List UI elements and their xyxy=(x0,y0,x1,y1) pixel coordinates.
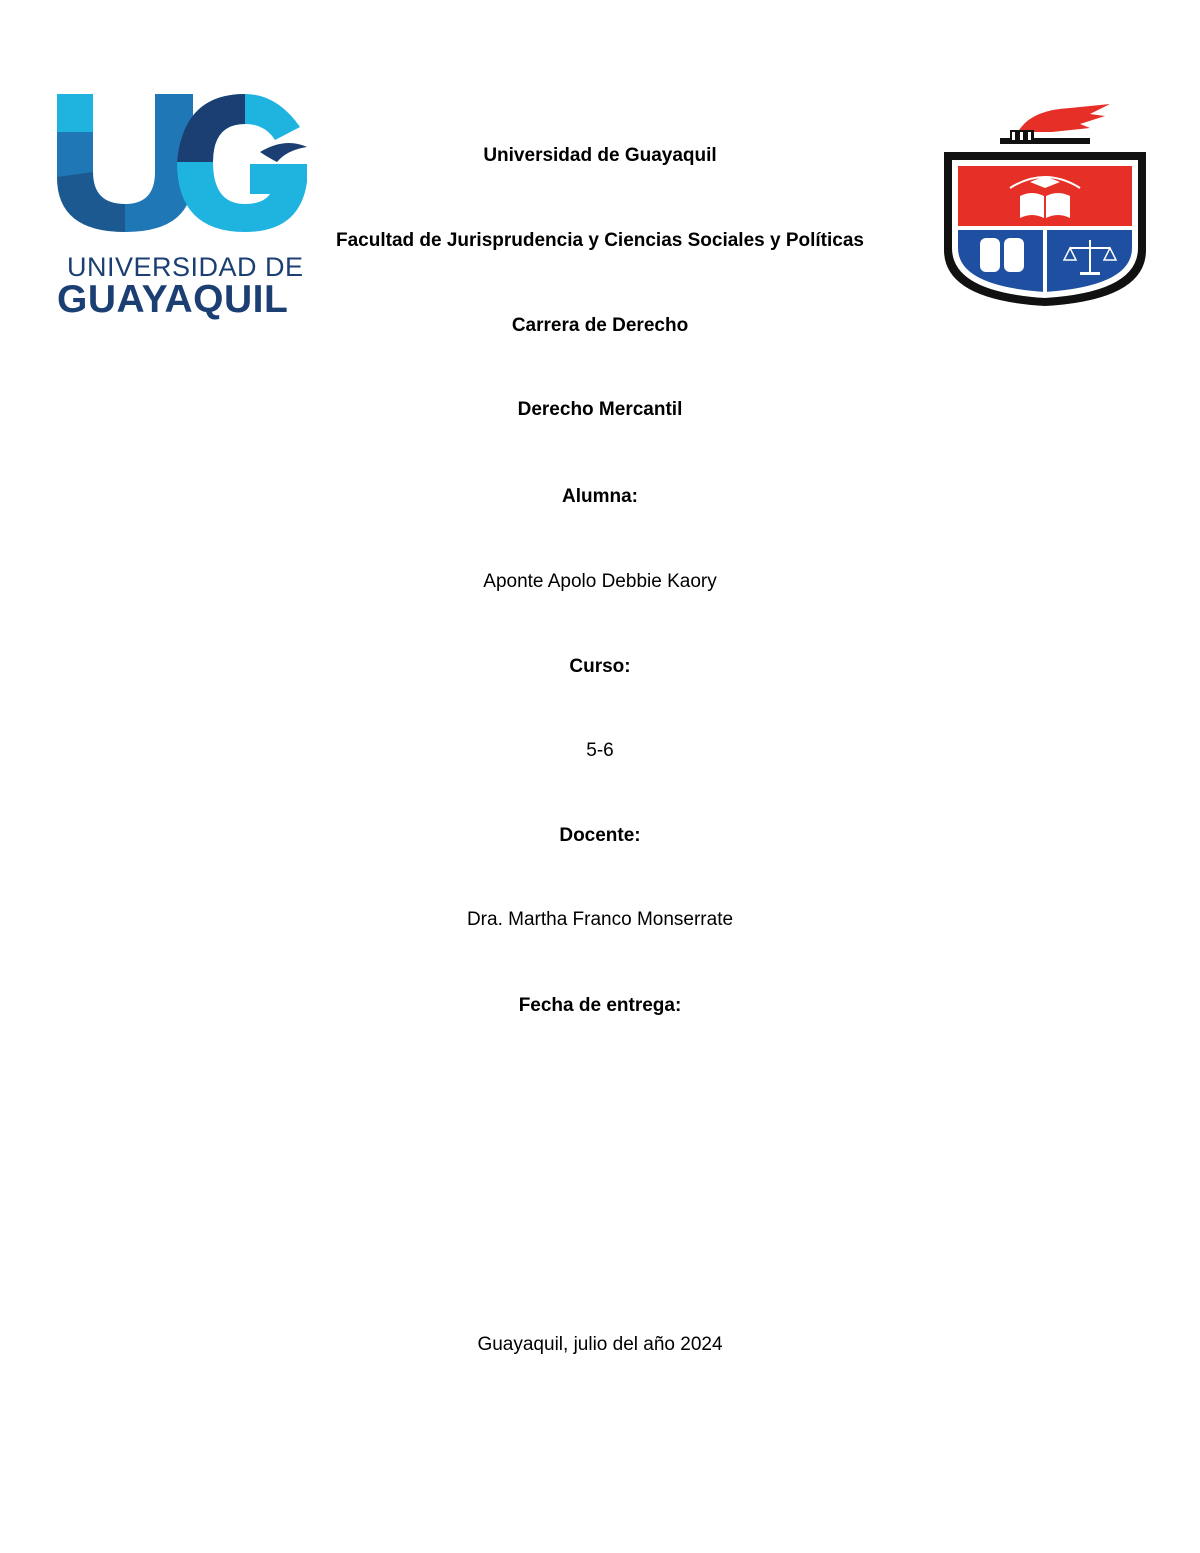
student-label: Alumna: xyxy=(562,486,638,507)
course-label: Curso: xyxy=(569,656,631,677)
ug-logo-line2: GUAYAQUIL xyxy=(57,278,289,321)
course-value: 5-6 xyxy=(586,740,614,761)
university-name: Universidad de Guayaquil xyxy=(483,145,717,166)
subject-name: Derecho Mercantil xyxy=(517,399,683,420)
ug-logo-line1: UNIVERSIDAD DE xyxy=(67,252,304,282)
delivery-date-label: Fecha de entrega: xyxy=(518,995,682,1016)
ug-logo-icon xyxy=(55,92,310,320)
career-name: Carrera de Derecho xyxy=(511,315,689,336)
place-and-date: Guayaquil, julio del año 2024 xyxy=(477,1334,723,1355)
student-name: Aponte Apolo Debbie Kaory xyxy=(483,571,717,592)
teacher-label: Docente: xyxy=(559,825,641,846)
faculty-crest-icon xyxy=(940,100,1150,310)
faculty-name: Facultad de Jurisprudencia y Ciencias Sociales y Políticas xyxy=(336,230,864,251)
teacher-name: Dra. Martha Franco Monserrate xyxy=(466,909,734,930)
ug-monogram xyxy=(55,92,310,252)
